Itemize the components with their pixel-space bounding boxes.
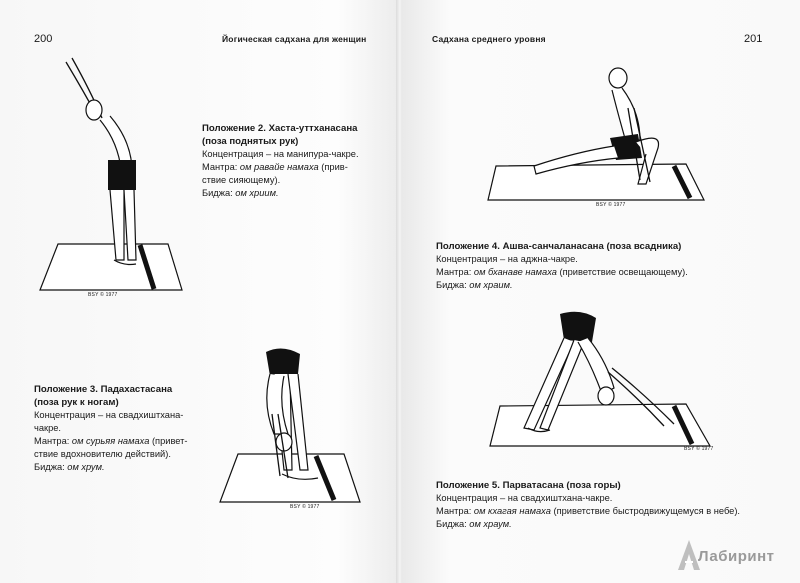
- pose5-credit: BSY © 1977: [684, 446, 714, 452]
- pose4-mantra-label: Мантра:: [436, 267, 474, 277]
- pose4-credit: BSY © 1977: [596, 202, 626, 208]
- pose2-mantra-rest: (прив-: [318, 162, 348, 172]
- pose5-figure: [488, 308, 716, 456]
- pose2-bija-value: ом хриим.: [235, 188, 279, 198]
- pose2-mantra: [202, 161, 359, 174]
- pose4-bija-label: Биджа:: [436, 280, 470, 290]
- pose3-mantra-label: Мантра:: [34, 436, 72, 446]
- pose5-bija-value: ом храум.: [469, 519, 512, 529]
- pose3-bija-value: ом хрум.: [67, 462, 105, 472]
- pose4-bija-value: ом храим.: [469, 280, 513, 290]
- page-number-right: 201: [744, 33, 763, 45]
- pose3-subtitle: (поза рук к ногам): [34, 397, 119, 408]
- pose4-mantra-value: ом бханаве намаха: [473, 267, 557, 277]
- pose5-mantra-value: ом кхагая намаха: [473, 506, 551, 516]
- running-title-right: Садхана среднего уровня: [432, 34, 546, 44]
- pose2-credit: BSY © 1977: [88, 292, 118, 298]
- pose5-bija: [436, 518, 740, 531]
- pose4-concentration: Концентрация – на аджна-чакре.: [436, 254, 578, 264]
- pose3-concentration-cont: чакре.: [34, 423, 62, 433]
- pose5-mantra: [436, 505, 740, 518]
- pose4-mantra-rest: (приветствие освещающему).: [556, 267, 688, 277]
- pose5-title: Положение 5. Парватасана (поза горы): [436, 480, 621, 491]
- pose2-title: Положение 2. Хаста-уттханасана: [202, 123, 358, 134]
- watermark-text: Лабиринт: [698, 548, 775, 565]
- pose2-mantra-value: ом равайе намаха: [239, 162, 319, 172]
- pose5-mantra-label: Мантра:: [436, 506, 474, 516]
- pose4-mantra: [436, 266, 688, 279]
- pose4-figure: [486, 62, 708, 210]
- pose4-text: [436, 240, 688, 292]
- pose3-mantra: [34, 435, 188, 448]
- pose4-title: Положение 4. Ашва-санчаланасана (поза всадника): [436, 241, 682, 252]
- pose2-text: [202, 122, 359, 200]
- pose5-mantra-rest: (приветствие быстродвижущемуся в небе).: [550, 506, 741, 516]
- pose3-credit: BSY © 1977: [290, 504, 320, 510]
- pose2-subtitle: (поза поднятых рук): [202, 136, 299, 147]
- pose3-mantra-cont: ствие вдохновителю действий).: [34, 449, 171, 459]
- pose2-figure: [36, 52, 186, 302]
- pose3-title: Положение 3. Падахастасана: [34, 384, 173, 395]
- pose2-mantra-label: Мантра:: [202, 162, 240, 172]
- labirint-watermark: [676, 536, 796, 576]
- pose2-bija: [202, 187, 359, 200]
- pose4-bija: [436, 279, 688, 292]
- pose5-concentration: Концентрация – на свадхиштхана-чакре.: [436, 493, 613, 503]
- pose5-text: [436, 479, 740, 531]
- pose3-bija-label: Биджа:: [34, 462, 68, 472]
- pose2-mantra-cont: ствие сияющему).: [202, 175, 281, 185]
- pose2-concentration: Концентрация – на манипура-чакре.: [202, 149, 359, 159]
- pose3-concentration: Концентрация – на свадхиштхана-: [34, 410, 184, 420]
- running-title-left: Йогическая садхана для женщин: [222, 34, 367, 44]
- pose5-bija-label: Биджа:: [436, 519, 470, 529]
- pose3-text: [34, 383, 188, 474]
- pose3-bija: [34, 461, 188, 474]
- pose3-mantra-rest: (привет-: [149, 436, 188, 446]
- pose3-mantra-value: ом сурьяя намаха: [71, 436, 150, 446]
- page-number-left: 200: [34, 33, 53, 45]
- pose3-figure: [218, 344, 368, 516]
- pose2-bija-label: Биджа:: [202, 188, 236, 198]
